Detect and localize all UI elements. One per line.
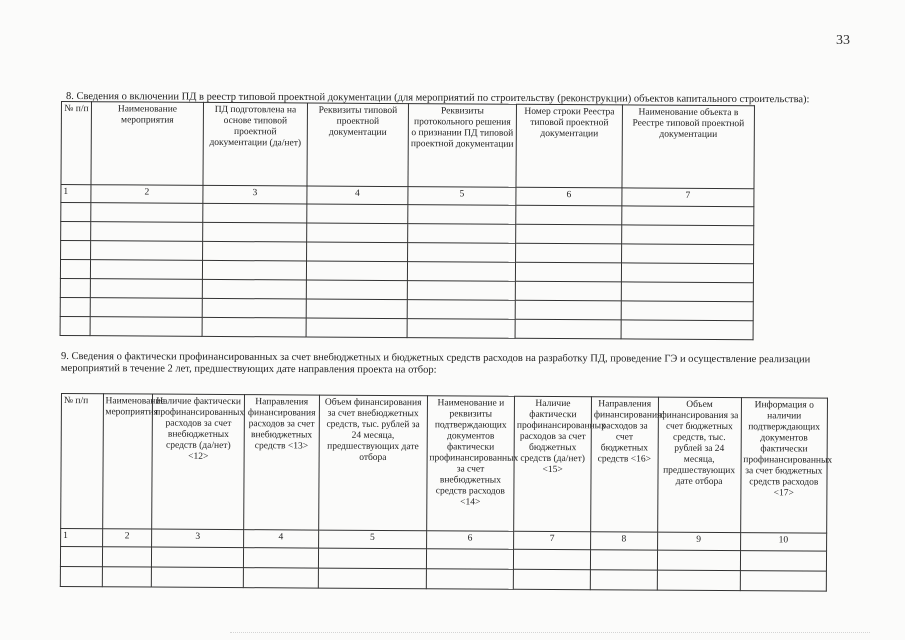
- column-number: 9: [657, 532, 740, 551]
- table-cell[interactable]: [152, 547, 244, 568]
- table-cell[interactable]: [516, 243, 622, 263]
- table-cell[interactable]: [514, 549, 591, 569]
- table-cell[interactable]: [621, 320, 753, 340]
- table-cell[interactable]: [622, 206, 754, 226]
- header-cell: № п/п: [61, 102, 92, 185]
- table-cell[interactable]: [90, 260, 202, 280]
- column-number: 1: [61, 185, 91, 203]
- header-cell: Объем финансирования за счет внебюджетных средств, тыс. рублей за 24 месяца, предшествующих дате отбора: [318, 395, 427, 531]
- table-cell[interactable]: [306, 318, 407, 338]
- header-cell: Информация о наличии подтверждающих документов фактически профинансированных за счет бюджетных средств расходов <17>: [740, 398, 827, 534]
- table-cell[interactable]: [243, 568, 318, 588]
- header-cell: Объем финансирования за счет бюджетных средств, тыс. рублей за 24 месяца, предшествующих дате отбора: [657, 397, 741, 533]
- table-cell[interactable]: [407, 281, 515, 301]
- table-cell[interactable]: [306, 280, 407, 300]
- table-cell[interactable]: [60, 260, 90, 279]
- table-cell[interactable]: [407, 262, 515, 282]
- table-cell[interactable]: [306, 299, 407, 319]
- table-row: [60, 316, 753, 339]
- table-cell[interactable]: [407, 319, 515, 339]
- column-number: 4: [307, 186, 408, 205]
- table-cell[interactable]: [152, 567, 244, 588]
- table-cell[interactable]: [91, 203, 203, 223]
- section-9-title: 9. Сведения о фактически профинансированных за счет внебюджетных и бюджетных средств расходов на разработку ПД, проведение ГЭ и осуществление реализации мероприятий в течение 2 лет, предшествующих дате направления проекта на отбор:: [60, 351, 811, 376]
- table-cell[interactable]: [203, 222, 307, 242]
- table-cell[interactable]: [318, 568, 426, 589]
- header-cell: Реквизиты типовой проектной документации: [307, 103, 409, 187]
- table-cell[interactable]: [515, 281, 621, 301]
- table-cell[interactable]: [622, 225, 754, 245]
- table-cell[interactable]: [516, 224, 622, 244]
- column-number: 5: [408, 187, 516, 206]
- column-number: 7: [514, 531, 591, 549]
- table-cell[interactable]: [102, 567, 152, 587]
- column-number: 3: [152, 529, 244, 548]
- table-cell[interactable]: [203, 203, 307, 223]
- table-cell[interactable]: [318, 548, 426, 569]
- header-cell: Наименование и реквизиты подтверждающих документов фактически профинансированных за счет внебюджетных средств расходов <14>: [426, 396, 514, 532]
- footer-line: [230, 632, 870, 636]
- column-number: 10: [740, 533, 826, 552]
- table-cell[interactable]: [61, 241, 91, 260]
- table-section-8: [60, 101, 755, 340]
- header-cell: Наличие фактически профинансированных расходов за счет внебюджетных средств (да/нет) <12>: [152, 394, 244, 530]
- table-cell[interactable]: [202, 317, 306, 337]
- table-cell[interactable]: [516, 205, 622, 225]
- table-cell[interactable]: [307, 204, 408, 224]
- header-cell: Наличие фактически профинансированных расходов за счет бюджетных средств (да/нет) <15>: [514, 396, 592, 531]
- table-cell[interactable]: [621, 301, 753, 321]
- column-number: 8: [591, 532, 658, 550]
- column-number: 1: [61, 529, 103, 547]
- header-cell: Реквизиты протокольного решения о признании ПД типовой проектной документации: [408, 104, 517, 188]
- table-section-9: [60, 393, 833, 592]
- header-cell: Наименование объекта в Реестре типовой проектной документации: [622, 105, 755, 189]
- header-cell: Номер строки Реестра типовой проектной документации: [516, 104, 623, 188]
- table-cell[interactable]: [202, 279, 306, 299]
- column-number: 5: [318, 530, 426, 549]
- table-cell[interactable]: [515, 262, 621, 282]
- table-cell[interactable]: [408, 224, 516, 244]
- column-number: 7: [622, 188, 754, 207]
- table-cell[interactable]: [408, 243, 516, 263]
- table-header-row: [61, 102, 754, 189]
- table-cell[interactable]: [202, 260, 306, 280]
- header-cell: Направления финансирования расходов за счет бюджетных средств <16>: [591, 397, 658, 532]
- table-cell[interactable]: [202, 298, 306, 318]
- column-number: 4: [243, 530, 318, 548]
- table-cell[interactable]: [91, 222, 203, 242]
- table-cell[interactable]: [740, 551, 826, 572]
- table-cell[interactable]: [60, 316, 90, 335]
- table-cell[interactable]: [60, 278, 90, 297]
- table-cell[interactable]: [515, 300, 621, 320]
- table-cell[interactable]: [621, 263, 753, 283]
- table-cell[interactable]: [657, 550, 740, 571]
- header-cell: ПД подготовлена на основе типовой проектной документации (да/нет): [203, 102, 308, 186]
- table-cell[interactable]: [60, 547, 102, 567]
- column-number: 6: [426, 531, 513, 550]
- table-cell[interactable]: [102, 547, 152, 567]
- table-cell[interactable]: [243, 548, 318, 568]
- page-number: 33: [836, 33, 850, 48]
- column-number: 2: [102, 529, 152, 547]
- column-number: 6: [516, 187, 622, 206]
- column-number: 2: [91, 185, 203, 204]
- table-cell[interactable]: [515, 319, 621, 339]
- table-cell[interactable]: [657, 570, 740, 591]
- table-cell[interactable]: [621, 282, 753, 302]
- table-cell[interactable]: [307, 242, 408, 262]
- table-cell[interactable]: [91, 241, 203, 261]
- table-cell[interactable]: [60, 297, 90, 316]
- table-cell[interactable]: [307, 223, 408, 243]
- table-cell[interactable]: [90, 279, 202, 299]
- table-cell[interactable]: [203, 241, 307, 261]
- table-cell[interactable]: [426, 569, 513, 590]
- table-cell[interactable]: [426, 549, 513, 570]
- table-cell[interactable]: [408, 205, 516, 225]
- table-row: [60, 566, 826, 591]
- table-cell[interactable]: [90, 298, 202, 318]
- table-cell[interactable]: [407, 300, 515, 320]
- table-cell[interactable]: [513, 569, 590, 589]
- table-cell[interactable]: [622, 244, 754, 264]
- table-cell[interactable]: [306, 261, 407, 281]
- section-8-title: 8. Сведения о включении ПД в реестр типовой проектной документации (для мероприятий по строительству (реконструкции) объектов капитального строительства):: [65, 91, 810, 106]
- table-cell[interactable]: [740, 571, 826, 592]
- table-cell[interactable]: [60, 566, 102, 586]
- table-cell[interactable]: [61, 222, 91, 241]
- header-cell: Наименование мероприятия: [91, 102, 204, 186]
- table-cell[interactable]: [590, 550, 657, 570]
- table-cell[interactable]: [61, 203, 91, 222]
- table-cell[interactable]: [590, 570, 657, 590]
- table-cell[interactable]: [90, 317, 202, 337]
- header-cell: Направления финансирования расходов за счет внебюджетных средств <13>: [244, 395, 320, 530]
- column-number: 3: [203, 185, 307, 204]
- header-cell: № п/п: [61, 394, 103, 529]
- table-header-row: [61, 394, 828, 534]
- header-cell: Наименование мероприятия: [102, 394, 153, 529]
